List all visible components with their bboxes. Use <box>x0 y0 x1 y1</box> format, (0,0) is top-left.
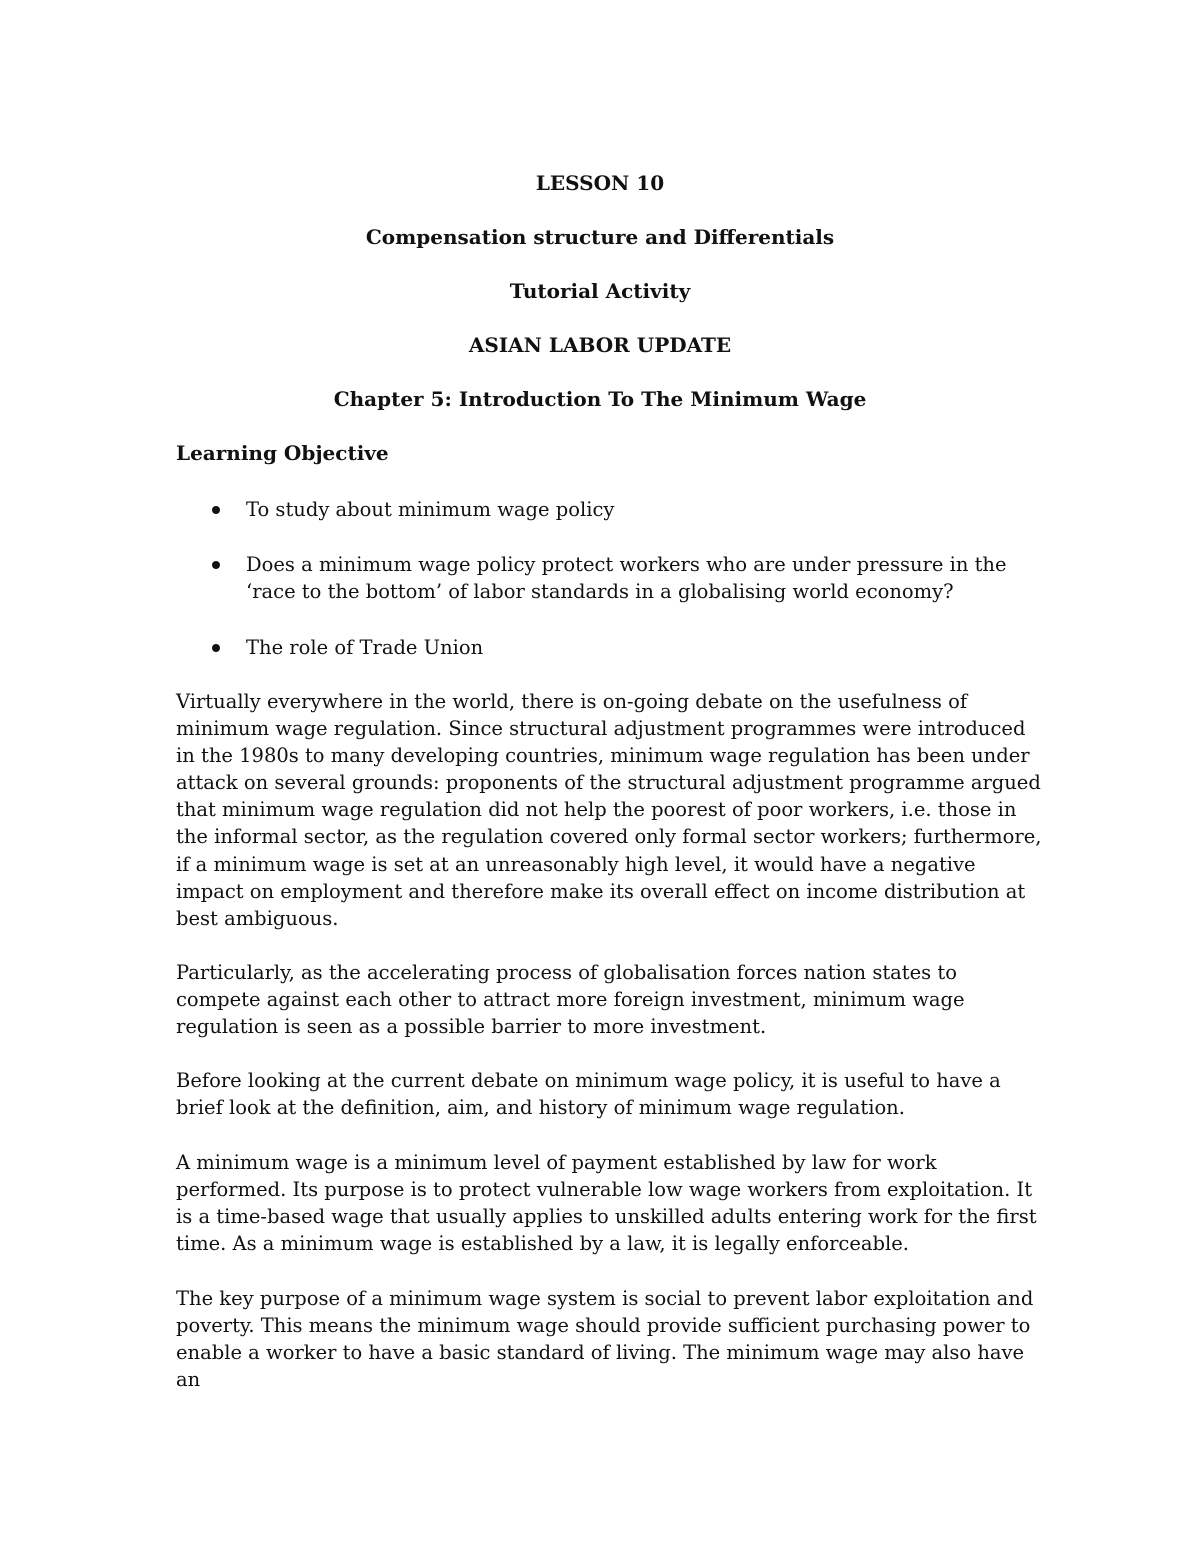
body-paragraph: Virtually everywhere in the world, there is on-going debate on the usefulness of minimum wage regulation. Since structural adjustment programmes were introduced in the 1980s to many developing countries, minimum wage regulation has been under attack on several grounds: proponents of the structural adjustment programme argued that minimum wage regulation did not help the poorest of poor workers, i.e. those in the informal sector, as the regulation covered only formal sector workers; furthermore, if a minimum wage is set at an unreasonably high level, it would have a negative impact on employment and therefore make its overall effect on income distribution at best ambiguous. <box>176 690 1042 930</box>
lesson-heading: LESSON 10 <box>535 171 665 195</box>
objective-text: To study about minimum wage policy <box>246 498 615 521</box>
objective-text: The role of Trade Union <box>246 636 484 659</box>
objective-text: Does a minimum wage policy protect workers who are under pressure in the ‘race to the bottom’ of labor standards in a globalising world economy? <box>246 553 1007 603</box>
course-title: Compensation structure and Differentials <box>365 225 835 249</box>
body-paragraph: The key purpose of a minimum wage system is social to prevent labor exploitation and poverty. This means the minimum wage should provide sufficient purchasing power to enable a worker to have a basic standard of living. The minimum wage may also have an <box>176 1287 1034 1392</box>
chapter-title: Chapter 5: Introduction To The Minimum Wage <box>333 387 867 411</box>
body-paragraph: A minimum wage is a minimum level of payment established by law for work performed. Its purpose is to protect vulnerable low wage workers from exploitation. It is a time-based wage that usually applies to unskilled adults entering work for the first time. As a minimum wage is established by a law, it is legally enforceable. <box>176 1151 1037 1256</box>
bullet-icon <box>212 506 220 514</box>
bullet-icon <box>212 644 220 652</box>
body-paragraph: Particularly, as the accelerating process of globalisation forces nation states to compete against each other to attract more foreign investment, minimum wage regulation is seen as a possible barrier to more investment. <box>176 961 965 1039</box>
objectives-heading: Learning Objective <box>176 441 389 465</box>
source-title: ASIAN LABOR UPDATE <box>468 333 732 357</box>
bullet-icon <box>212 561 220 569</box>
activity-title: Tutorial Activity <box>509 279 691 303</box>
body-paragraph: Before looking at the current debate on minimum wage policy, it is useful to have a brief look at the definition, aim, and history of minimum wage regulation. <box>176 1069 1001 1120</box>
